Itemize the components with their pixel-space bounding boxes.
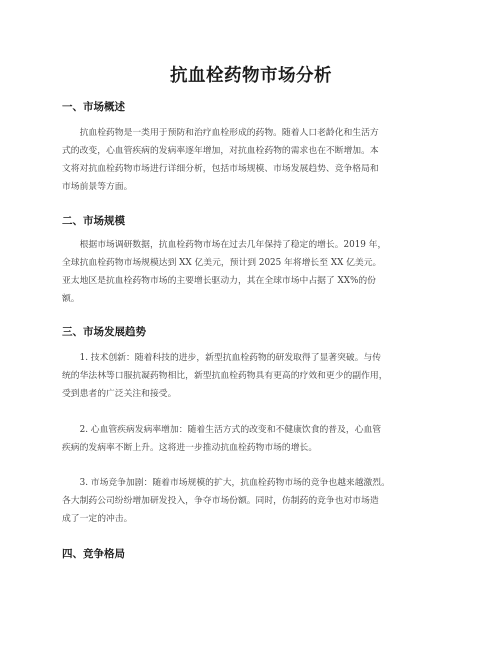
section-heading-overview: 一、市场概述: [62, 101, 125, 113]
paragraph-line: 式的改变，心血管疾病的发病率逐年增加，对抗血栓药物的需求也在不断增加。本: [62, 146, 379, 156]
paragraph-line: 统的华法林等口服抗凝药物相比，新型抗血栓药物具有更高的疗效和更少的副作用，: [62, 371, 388, 381]
paragraph-line: 成了一定的冲击。: [62, 514, 133, 524]
paragraph-line: 文将对抗血栓药物市场进行详细分析，包括市场规模、市场发展趋势、竞争格局和: [62, 164, 379, 174]
paragraph-line: 抗血栓药物是一类用于预防和治疗血栓形成的药物。随着人口老龄化和生活方: [62, 128, 379, 138]
paragraph-line: 全球抗血栓药物市场规模达到 XX 亿美元，预计到 2025 年将增长至 XX 亿美元。: [62, 258, 382, 268]
paragraph-line: 亚太地区是抗血栓药物市场的主要增长驱动力，其在全球市场中占据了 XX%的份: [62, 276, 376, 286]
paragraph-line: 根据市场调研数据，抗血栓药物市场在过去几年保持了稳定的增长。2019 年，: [62, 240, 387, 250]
paragraph-line: 疾病的发病率不断上升。这将进一步推动抗血栓药物市场的增长。: [62, 443, 318, 453]
paragraph-line: 受到患者的广泛关注和接受。: [62, 389, 177, 399]
paragraph-trend-2: [62, 421, 440, 457]
paragraph-line: 1. 技术创新：随着科技的进步，新型抗血栓药物的研发取得了显著突破。与传: [62, 353, 382, 363]
paragraph-line: 3. 市场竞争加剧：随着市场规模的扩大，抗血栓药物市场的竞争也越来越激烈。: [62, 478, 390, 488]
section-heading-competition: 四、竞争格局: [62, 548, 125, 560]
paragraph-line: 市场前景等方面。: [62, 182, 133, 192]
paragraph-trend-1: [62, 349, 440, 403]
document-title: 抗血栓药物市场分析: [170, 66, 332, 86]
section-heading-market-size: 二、市场规模: [62, 215, 125, 227]
paragraph-line: 2. 心血管疾病发病率增加：随着生活方式的改变和不健康饮食的普及，心血管: [62, 425, 382, 435]
paragraph-trend-3: [62, 474, 440, 528]
paragraph-line: 额。: [62, 294, 80, 304]
paragraph-line: 各大制药公司纷纷增加研发投入，争夺市场份额。同时，仿制药的竞争也对市场造: [62, 496, 379, 506]
section-heading-trends: 三、市场发展趋势: [62, 326, 146, 338]
paragraph-market-size: [62, 236, 440, 308]
paragraph-overview: [62, 124, 440, 196]
